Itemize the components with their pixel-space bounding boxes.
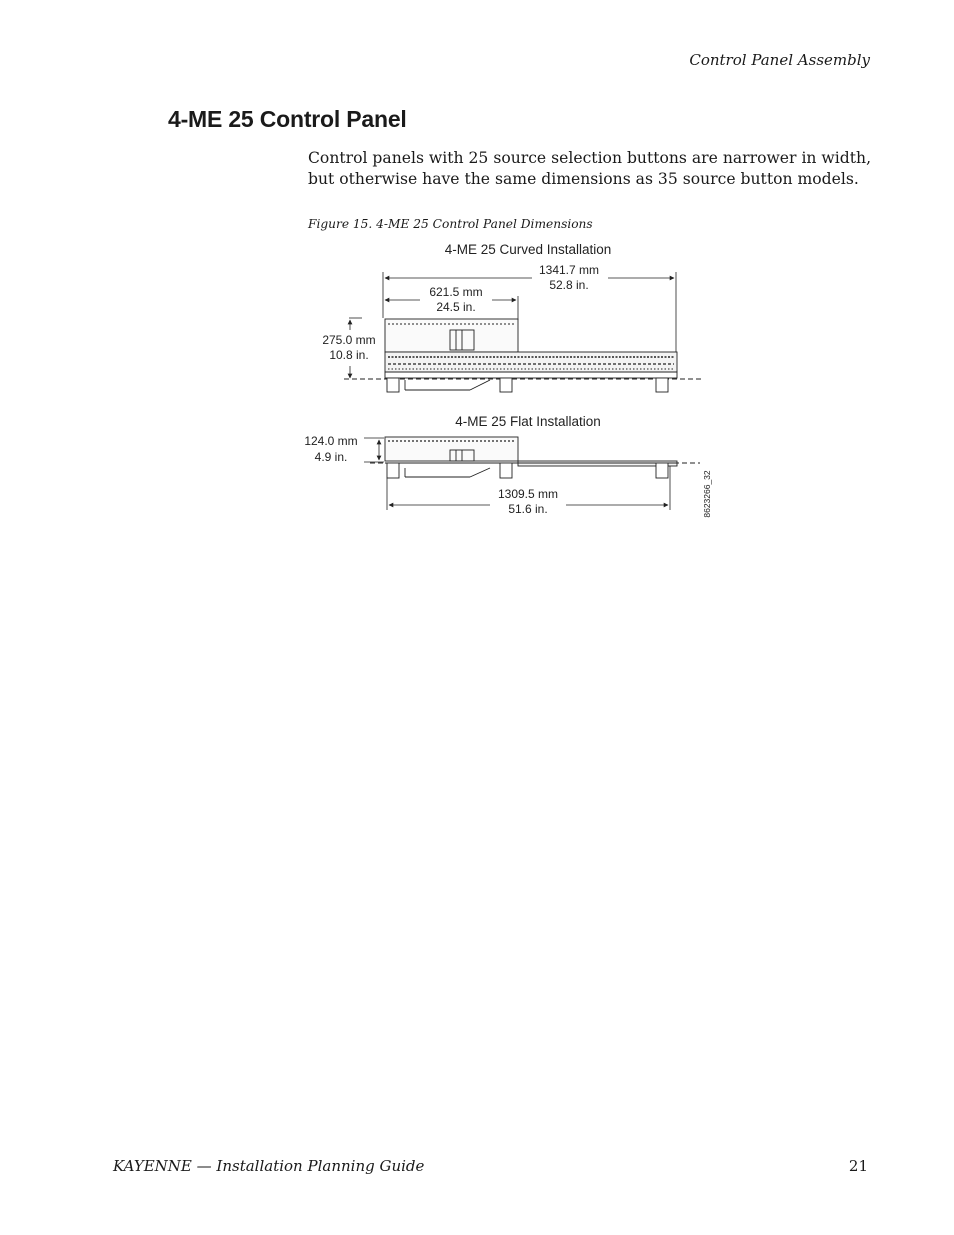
running-header: Control Panel Assembly [689, 51, 870, 69]
flat-panel-drawing [370, 437, 700, 478]
figure-id: 8623266_32 [702, 470, 712, 518]
flat-height-in: 4.9 in. [314, 450, 348, 464]
figure-caption: Figure 15. 4-ME 25 Control Panel Dimensions [308, 217, 593, 231]
curved-overall-width-in: 52.8 in. [549, 278, 589, 292]
curved-height-in: 10.8 in. [329, 348, 369, 362]
flat-installation-title: 4-ME 25 Flat Installation [455, 414, 601, 429]
curved-panel-drawing [344, 319, 704, 392]
curved-overall-width-mm: 1341.7 mm [538, 263, 600, 277]
section-body: Control panels with 25 source selection buttons are narrower in width, but otherwise have the same dimensions as 35 source button models. [308, 149, 872, 188]
curved-rear-width-mm: 621.5 mm [429, 285, 483, 299]
footer-guide-title: KAYENNE — Installation Planning Guide [113, 1157, 425, 1175]
section-title: 4-ME 25 Control Panel [168, 106, 407, 132]
curved-height-mm: 275.0 mm [322, 333, 376, 347]
flat-width-mm: 1309.5 mm [497, 487, 559, 501]
dimension-figure [0, 0, 954, 560]
flat-width-in: 51.6 in. [508, 502, 548, 516]
flat-height-mm: 124.0 mm [304, 434, 358, 448]
footer-page-number: 21 [848, 1157, 868, 1175]
curved-installation-title: 4-ME 25 Curved Installation [444, 242, 612, 257]
curved-rear-width-in: 24.5 in. [436, 300, 476, 314]
flat-height-dimension [364, 438, 384, 462]
